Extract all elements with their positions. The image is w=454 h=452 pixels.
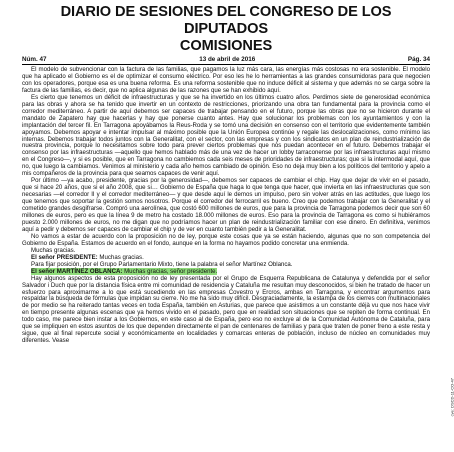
paragraph: Por último —ya acabo, presidente, gracias por la generosidad—, debemos ser capaces de cambiar el chip. Hay que dejar de vivir en el pasado, que si hace 20 años, que si el año 2008, que si… Gobierno de España que haga lo que tenga que hacer, que invierta en las infraestructuras que son necesarias —el corredor II y el corredor mediterráneo— y que desde aquí le demos un impulso, pero sin volver atrás en las actitudes, que luego los que tenemos que soportar la gestión somos nosotros. Porque el corredor del ferrocarril es bueno. Creo que podemos trabajar con la Generalitat y el cometido grandes desgifrarse. Compró una aerolínea, que costó 600 millones de euros, que para la provincia de Tarragona podemos decir que son 60 millones de euros, pero es que la línea 9 de metro ha costado 18.000 millones de euros. Eso para la provincia de Tarragona es como si hubiéramos puesto 2.000 millones de euros, no me digan que no podríamos hacer un plan de reindustrialización familiar con ese dinero. En definitiva, venimos aquí a pedir y debemos ser capaces de cambiar el chip y de ver en cuanto también pedir a la Generalitat. — [22, 177, 430, 233]
paragraph: Es cierto que tenemos un déficit de infraestructuras y que se ha invertido en los últimos cuatro años. Perdimos siete de generosidad económica para las obras y ahora se ha tenido que invertir en un contexto de restricciones, priorizando una obra tan fundamental para la provincia como el corredor mediterráneo. A partir de aquí debemos ser capaces de trabajar pensando en el futuro, porque las obras que no se hicieron durante el mandato de Zapatero hay que hacerlas y hay que ponerse cuanto antes. Hay que solucionar los problemas con los ayuntamientos y con la implantación del tercer fil. En Tarragona apoyábamos la Reus-Roda y se tomó una decisión en consenso con el territorio que evidentemente también apoyamos. Debemos apoyar e intentar impulsar al máximo posible que la Unión Europea continúe y regale las deslocalizaciones, como mínimo las internas. Debemos trabajar todos juntos con la Generalitat, con el sector, con las empresas y con los sindicatos en un plan de reindustrialización de nuestra provincia, porque lo necesitamos sobre todo para prever ciertos problemas que nos puedan acontecer en el futuro. Debemos trabajar el consenso por las infraestructuras —aquello que hemos hablado más de una vez de hacer un lobby tarraconense por las infraestructuras aquí mismo en el Congreso—, y si es posible, que en Tarragona no cambiemos cada seis meses de prioridades de infraestructuras; que si la intermodal aquí, que no, que luego la cambiamos. Venimos al ministerio y cada año hemos cambiado de opinión. Eso no deja muy bien a los políticos del territorio y apelo a mis compañeros de la provincia para que seamos capaces de venir aquí. — [22, 93, 430, 178]
issue-number: Núm. 47 — [22, 56, 47, 63]
document-body — [22, 67, 430, 345]
paragraph: Muchas gracias. — [31, 246, 76, 254]
paragraph: El modelo de subvencionar con la factura de las familias, que pagamos la luz más cara, las energías más costosas no era sostenible. El modelo que ha aplicado el Gobierno es el de optimizar el consumo eléctrico. Por eso les he lo herramientas a las grandes consumidoras para que negocien con los operadores, porque esa es una buena reforma. Es una reforma sostenible que no induce déficit al sistema y que además no se carga sobre la factura de las familias, es decir, que no aplica algunas de las razones que se han exhibido aquí. — [22, 66, 430, 94]
president-text: Muchas gracias. — [97, 253, 144, 261]
journal-title — [22, 4, 430, 55]
speaker-highlight-text: Muchas gracias, señor presidente. — [122, 267, 218, 275]
speaker-label: El señor MARTÍNEZ OBLANCA: — [31, 267, 123, 275]
president-label: El señor PRESIDENTE: — [31, 253, 98, 261]
speaker-speech: Hay algunos aspectos de esta proposición no de ley presentada por el Grupo de Esquerra Republicana de Catalunya y defendida por el señor Salvador i Duch que por la distancia física entre mi comunidad de residencia y Cataluña me resultan muy desconocidos, si bien he tratado de hacer un esfuerzo para aproximarme a lo que está sucediendo en las empresas Covestro y Ercros, ambas en Tarragona, y encontrar argumentos para respaldar la búsqueda de fórmulas que impidan su cierre. No me ha sido muy difícil. Desgraciadamente, la estampa de los cierres con multinacionales de por medio se ha reiterado tantas veces en toda España, también en Asturias, que parece que asistimos a un constante déjà vu que nos hace vivir en tiempo presente algunas escenas que ya hemos vivido en el pasado, pero que en realidad son situaciones que se repiten de forma continual. En todo caso, me parece bien instar a los Gobiernos, en este caso al de España, pero eso no excluye al de la Comunidad Autónoma de Cataluña, para que se impliquen en estos asuntos de los que dependen directamente el pan de centenares de familias y para que traten de poner freno a este resta y sigue, que al final repercute social y económicamente en localidades y comarcas enteras de población, incluso de núcleo en comunidades muy diferentes. Vease — [22, 274, 430, 345]
issue-date: 13 de abril de 2016 — [199, 56, 256, 63]
cve-code: cve: DSCD-11-CO-47 — [449, 378, 454, 417]
header-meta-row — [22, 56, 430, 65]
paragraph: No vamos a estar de acuerdo con la proposición no de ley, porque este cosas que ya se están haciendo, algunas que no son competencia del Gobierno de España. Estamos de acuerdo en el fondo, aunque en la forma no hayamos podido concretar una enmienda. — [22, 232, 430, 247]
journal-title-line-2: COMISIONES — [179, 38, 273, 54]
president-followup: Para fijar posición, por el Grupo Parlamentario Mixto, tiene la palabra el señor Martínez Oblanca. — [31, 260, 293, 268]
highlighted-passage — [31, 268, 217, 275]
journal-title-line-1: DIARIO DE SESIONES DEL CONGRESO DE LOS DIPUTADOS — [60, 4, 392, 37]
page-number: Pág. 34 — [407, 56, 430, 63]
